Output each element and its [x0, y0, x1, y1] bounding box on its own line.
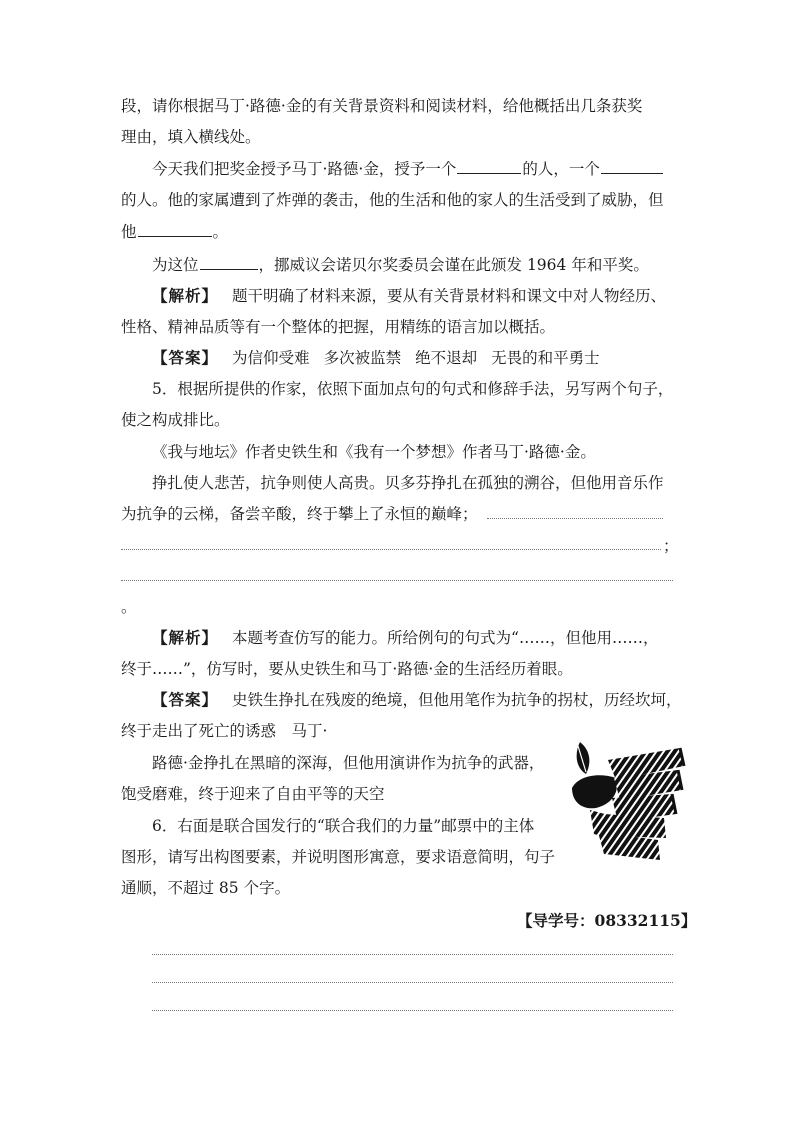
q5-authors: 《我与地坛》作者史铁生和《我有一个梦想》作者马丁·路德·金。 [152, 443, 596, 461]
q5-answer-line1: 史铁生挣扎在残废的绝境，但他用笔作为抗争的拐杖，历经坎坷， [232, 691, 682, 709]
answer-label: 【 答案 】 [152, 690, 218, 709]
answer-item: 多次被监禁 [323, 349, 402, 367]
q4-intro-line2: 理由，填入横线处。 [121, 128, 261, 146]
q5-analysis-line1: 本题考查仿写的能力。所给例句的句式为“……，但他用……， [232, 629, 659, 647]
answer-dotted-line[interactable] [121, 549, 661, 550]
q4-p3-text-b: 。 [212, 223, 229, 241]
guide-number-value: 08332115 [594, 911, 681, 930]
q4-p4-text-b: ，挪威议会诺贝尔奖委员会谨在此颁发 1964 年和平奖。 [258, 256, 649, 274]
q5-stem-line2: 使之构成排比。 [121, 411, 230, 429]
answer-dotted-line[interactable] [152, 954, 673, 955]
guide-number: 【导学号：08332115】 [517, 911, 697, 930]
answer-dotted-line[interactable] [121, 580, 673, 581]
q4-intro-line1: 段，请你根据马丁·路德·金的有关背景资料和阅读材料，给他概括出几条获奖 [121, 97, 643, 115]
q4-p1-text-b: 的人，一个 [522, 160, 600, 178]
answer-dotted-line[interactable] [152, 982, 673, 983]
fill-blank-2[interactable] [601, 159, 663, 174]
q4-fill-line2: 的人。他的家属遭到了炸弹的袭击，他的生活和他的家人的生活受到了威胁，但 [121, 191, 664, 209]
q6-stem-line2: 图形，请写出构图要素，并说明图形寓意，要求语意简明，句子 [121, 848, 556, 866]
q5-answer-line3: 路德·金挣扎在黑暗的深海，但他用演讲作为抗争的武器， [152, 754, 545, 772]
analysis-label: 【 解析 】 [152, 286, 218, 305]
fill-blank-4[interactable] [200, 255, 258, 270]
answer-item: 为信仰受难 [232, 349, 310, 367]
q4-fill-line4 [152, 254, 649, 276]
answer-item: 无畏的和平勇士 [491, 349, 600, 367]
analysis-label: 【 解析 】 [152, 628, 218, 647]
q5-answer-line2: 终于走出了死亡的诱惑 马丁· [121, 722, 328, 740]
q4-fill-line1 [152, 158, 664, 180]
q6-stem-line1: 6．右面是联合国发行的“联合我们的力量”邮票中的主体 [152, 817, 535, 835]
q5-example-line1: 挣扎使人悲苦，抗争则使人高贵。贝多芬挣扎在孤独的溯谷，但他用音乐作 [152, 474, 664, 492]
fill-blank-3[interactable] [138, 222, 212, 237]
q5-analysis [152, 627, 658, 649]
q6-stem-line3: 通顺，不超过 85 个字。 [121, 879, 291, 897]
answer-dotted-line[interactable] [487, 518, 663, 519]
q4-p3-text-a: 他 [121, 223, 137, 241]
q5-stem-line1: 5．根据所提供的作家，依照下面加点句的句式和修辞手法，另写两个句子， [152, 380, 674, 398]
q4-p4-text-a: 为这位 [152, 256, 199, 274]
q4-analysis-line2: 性格、精神品质等有一个整体的把握，用精练的语言加以概括。 [121, 318, 556, 336]
q4-p1-text-a: 今天我们把奖金授予马丁·路德·金，授予一个 [152, 160, 457, 178]
q4-answer [152, 347, 600, 369]
stamp-dove-graphic [568, 740, 686, 865]
q4-analysis [152, 285, 666, 307]
q4-analysis-line1: 题干明确了材料来源，要从有关背景材料和课文中对人物经历、 [232, 287, 667, 305]
q5-analysis-line2: 终于……”，仿写时，要从史铁生和马丁·路德·金的生活经历着眼。 [121, 660, 573, 678]
fill-blank-1[interactable] [457, 159, 521, 174]
guide-label: 导学号： [532, 911, 595, 930]
q5-answer [152, 689, 682, 711]
q5-answer-line4: 饱受磨难，终于迎来了自由平等的天空 [121, 785, 385, 803]
semicolon-mark: ； [663, 537, 679, 555]
q5-example-line2: 为抗争的云梯，备尝辛酸，终于攀上了永恒的巅峰； [121, 505, 478, 523]
q4-fill-line3 [121, 221, 228, 243]
period-mark: 。 [121, 598, 137, 616]
answer-dotted-line[interactable] [152, 1010, 673, 1011]
answer-item: 绝不退却 [415, 349, 478, 367]
answer-label: 【 答案 】 [152, 348, 218, 367]
